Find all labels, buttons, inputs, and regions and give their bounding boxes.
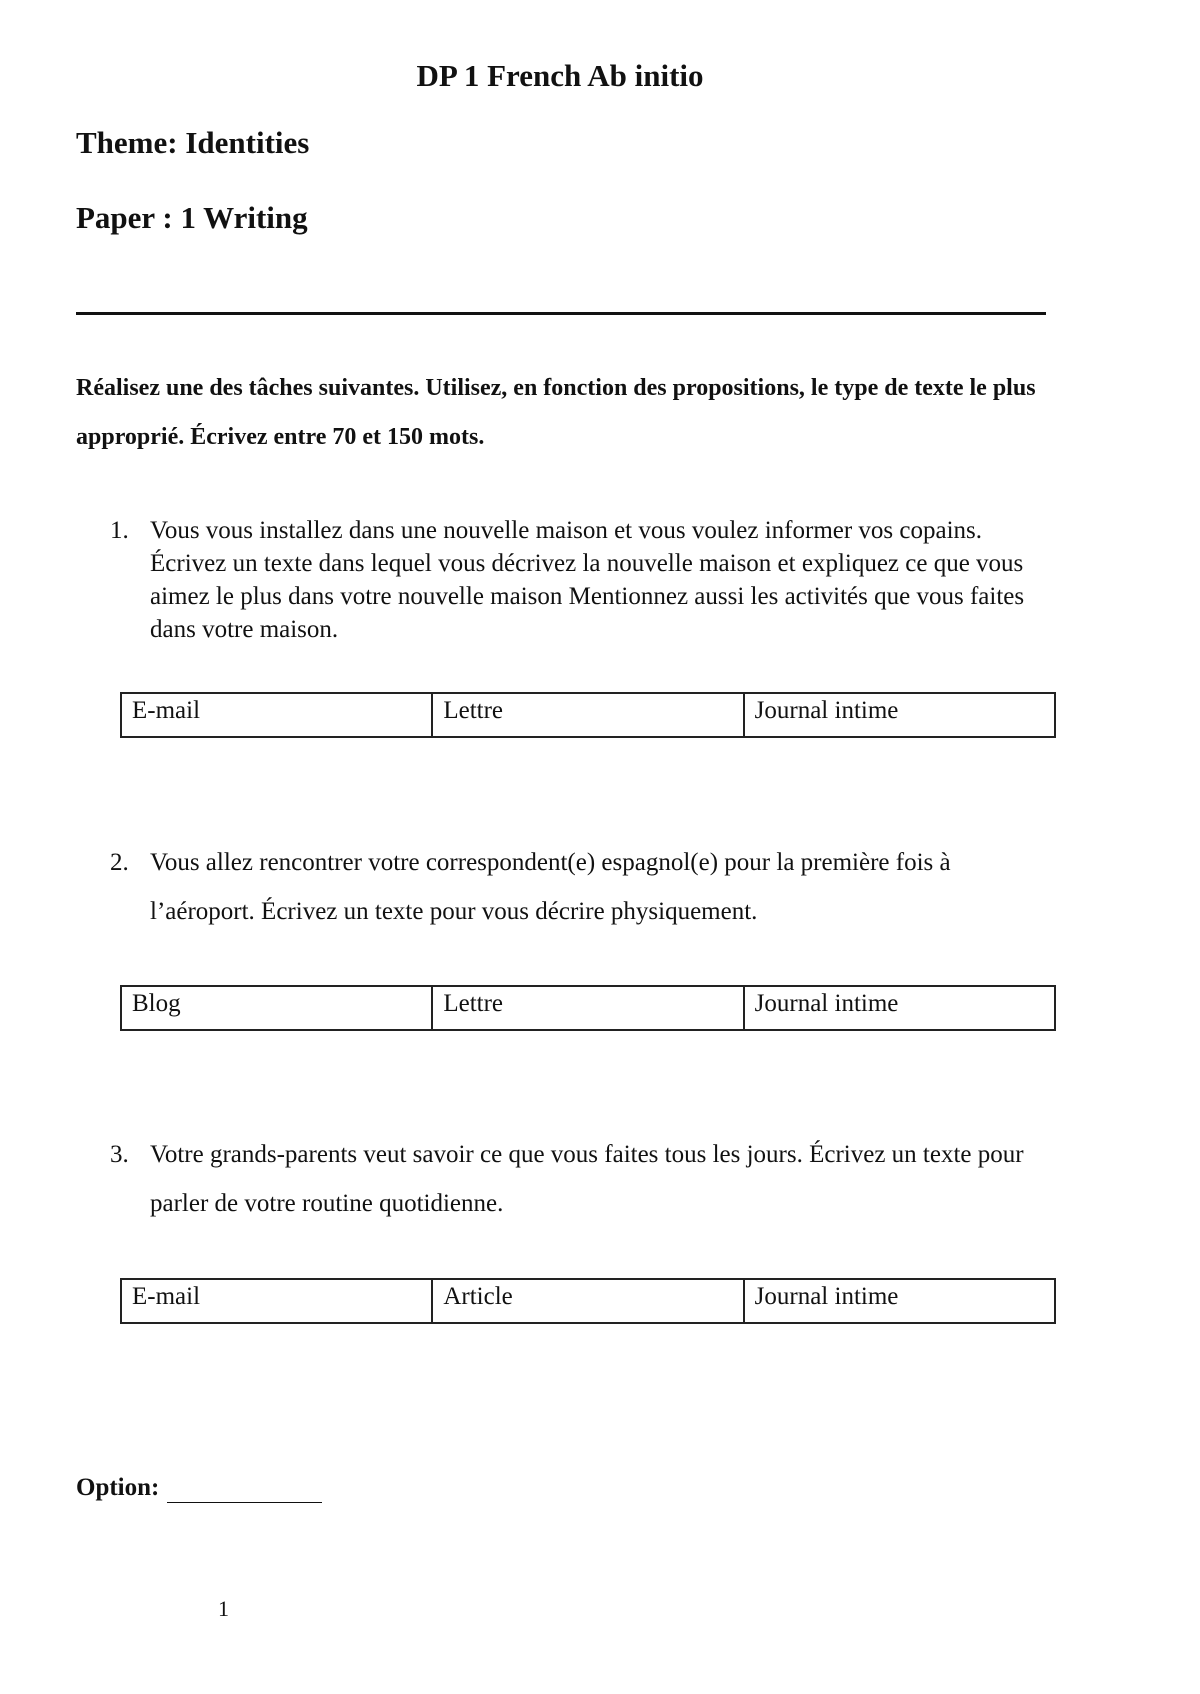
task-text: Vous allez rencontrer votre correspondent(e) espagnol(e) pour la première fois à l’aéroport. Écrivez un texte pour vous décrire physiquement.: [150, 849, 951, 925]
text-type-cell: Journal intime: [743, 1280, 1054, 1322]
task-3-text-types-table: [120, 1278, 1056, 1324]
task-number: 3.: [110, 1141, 129, 1168]
task-1: [110, 514, 1055, 646]
horizontal-rule: [76, 312, 1046, 315]
text-type-cell: Article: [431, 1280, 742, 1322]
task-text: Votre grands-parents veut savoir ce que vous faites tous les jours. Écrivez un texte pour parler de votre routine quotidienne.: [150, 1141, 1024, 1217]
text-type-cell: Blog: [132, 990, 181, 1017]
text-type-cell: Lettre: [431, 694, 742, 736]
option-label: Option:: [76, 1474, 160, 1501]
task-number: 2.: [110, 849, 129, 876]
text-type-cell: E-mail: [132, 697, 201, 724]
option-blank-field[interactable]: [167, 1474, 322, 1503]
instructions: Réalisez une des tâches suivantes. Utilisez, en fonction des propositions, le type de texte le plus approprié. Écrivez entre 70 et 150 mots.: [76, 375, 1036, 450]
task-2-text-types-table: [120, 985, 1056, 1031]
option-answer-line: [76, 1474, 322, 1503]
text-type-cell: Journal intime: [743, 694, 1054, 736]
task-1-text-types-table: [120, 692, 1056, 738]
task-number: 1.: [110, 517, 129, 544]
text-type-cell: Journal intime: [743, 987, 1054, 1029]
theme-line: Theme: Identities: [76, 125, 310, 160]
text-type-cell: Lettre: [431, 987, 742, 1029]
page-number: 1: [218, 1596, 229, 1621]
document-title: DP 1 French Ab initio: [416, 58, 704, 93]
text-type-cell: E-mail: [132, 1283, 201, 1310]
paper-line: Paper : 1 Writing: [76, 200, 308, 235]
task-2: [110, 838, 1055, 936]
task-3: [110, 1130, 1055, 1228]
task-text: Vous vous installez dans une nouvelle maison et vous voulez informer vos copains. Écrivez un texte dans lequel vous décrivez la nouvelle maison et expliquez ce que vous aimez le plus dans votre nouvelle maison Mentionnez aussi les activités que vous faites dans votre maison.: [150, 517, 1025, 643]
